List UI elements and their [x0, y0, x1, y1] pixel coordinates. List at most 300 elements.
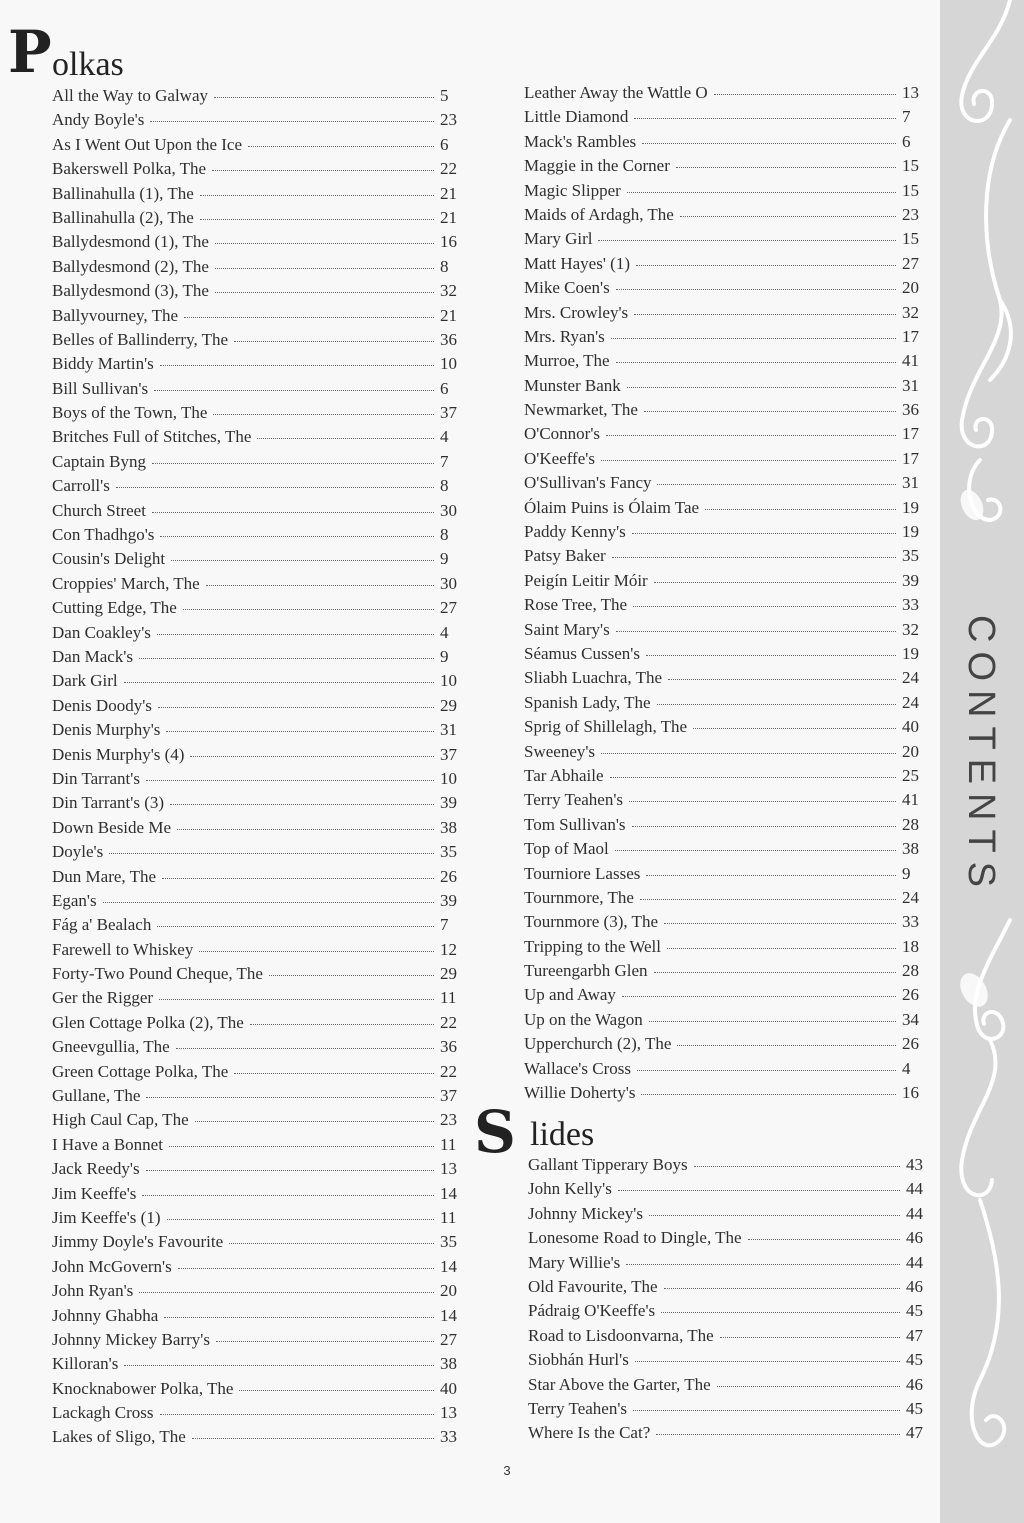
toc-entry[interactable]: [52, 720, 462, 744]
toc-entry-page: 27: [902, 253, 919, 273]
toc-entry-title: Dun Mare, The: [52, 866, 157, 886]
toc-entry[interactable]: [52, 1403, 462, 1427]
toc-entry[interactable]: [52, 671, 462, 695]
toc-entry[interactable]: [52, 1086, 462, 1110]
toc-entry-title: Dan Coakley's: [52, 622, 151, 642]
toc-entry-page: 18: [902, 936, 919, 956]
toc-entry-title: Paddy Kenny's: [524, 522, 626, 542]
toc-entry-page: 34: [902, 1009, 919, 1029]
dot-leader: [649, 1020, 896, 1022]
toc-entry[interactable]: [524, 278, 924, 302]
toc-entry-title: Carroll's: [52, 476, 110, 496]
dot-leader: [150, 120, 434, 122]
toc-entry-page: 38: [902, 839, 919, 859]
dot-leader: [166, 730, 434, 732]
toc-entry-page: 26: [902, 1034, 919, 1054]
toc-entry[interactable]: [52, 964, 462, 988]
toc-entry-title: Where Is the Cat?: [528, 1423, 651, 1443]
toc-entry[interactable]: [528, 1375, 928, 1399]
dot-leader: [632, 532, 896, 534]
toc-entry-title: Green Cottage Polka, The: [52, 1061, 229, 1081]
dot-leader: [250, 1023, 434, 1025]
toc-entry-page: 19: [902, 643, 919, 663]
dot-leader: [157, 633, 434, 635]
dot-leader: [601, 752, 896, 754]
dot-leader: [646, 874, 896, 876]
dot-leader: [654, 581, 896, 583]
toc-entry[interactable]: [524, 449, 924, 473]
toc-entry[interactable]: [52, 1281, 462, 1305]
toc-entry-page: 12: [440, 939, 457, 959]
toc-entry-page: 31: [902, 375, 919, 395]
toc-entry-page: 17: [902, 448, 919, 468]
toc-entry[interactable]: [52, 208, 462, 232]
toc-entry[interactable]: [524, 742, 924, 766]
toc-entry-title: Bakerswell Polka, The: [52, 159, 207, 179]
toc-entry-page: 11: [440, 988, 457, 1008]
dot-leader: [234, 1072, 434, 1074]
toc-entry-title: Dark Girl: [52, 671, 118, 691]
toc-entry-page: 21: [440, 183, 457, 203]
toc-entry-page: 22: [440, 159, 457, 179]
toc-entry-page: 32: [902, 619, 919, 639]
toc-entry-page: 36: [902, 400, 919, 420]
toc-entry[interactable]: [524, 595, 924, 619]
toc-entry-page: 38: [440, 817, 457, 837]
toc-entry[interactable]: [52, 354, 462, 378]
toc-entry[interactable]: [52, 1257, 462, 1281]
toc-entry[interactable]: [52, 696, 462, 720]
dot-leader: [657, 483, 896, 485]
toc-entry[interactable]: [528, 1326, 928, 1350]
toc-entry[interactable]: [52, 110, 462, 134]
dot-leader: [626, 1263, 900, 1265]
toc-entry[interactable]: [52, 988, 462, 1012]
toc-entry[interactable]: [528, 1423, 928, 1447]
slides-heading-text: lides: [530, 1116, 595, 1153]
toc-entry-title: Glen Cottage Polka (2), The: [52, 1012, 244, 1032]
polkas-drop-cap: P: [8, 18, 52, 86]
toc-entry-page: 20: [440, 1281, 457, 1301]
toc-entry[interactable]: [52, 745, 462, 769]
toc-entry[interactable]: [52, 1306, 462, 1330]
toc-entry[interactable]: [524, 1034, 924, 1058]
dot-leader: [616, 288, 896, 290]
toc-entry[interactable]: [52, 891, 462, 915]
toc-entry[interactable]: [52, 842, 462, 866]
toc-entry-page: 6: [902, 131, 911, 151]
toc-entry[interactable]: [52, 86, 462, 110]
toc-entry-title: Top of Maol: [524, 839, 609, 859]
dot-leader: [146, 779, 434, 781]
toc-entry[interactable]: [524, 668, 924, 692]
toc-entry[interactable]: [528, 1155, 928, 1179]
toc-entry-page: 10: [440, 768, 457, 788]
dot-leader: [632, 825, 896, 827]
toc-entry[interactable]: [52, 1330, 462, 1354]
dot-leader: [169, 1145, 434, 1147]
toc-entry-page: 10: [440, 354, 457, 374]
toc-entry-title: Pádraig O'Keeffe's: [528, 1301, 656, 1321]
toc-entry-title: Farewell to Whiskey: [52, 939, 194, 959]
toc-entry-title: Terry Teahen's: [524, 790, 624, 810]
dot-leader: [627, 386, 896, 388]
toc-entry-page: 10: [440, 671, 457, 691]
dot-leader: [215, 242, 434, 244]
toc-entry[interactable]: [52, 1110, 462, 1134]
toc-entry[interactable]: [52, 647, 462, 671]
toc-entry-page: 14: [440, 1183, 457, 1203]
toc-entry[interactable]: [524, 229, 924, 253]
dot-leader: [634, 117, 896, 119]
toc-entry[interactable]: [524, 693, 924, 717]
toc-entry[interactable]: [52, 501, 462, 525]
toc-entry[interactable]: [524, 1010, 924, 1034]
toc-entry-title: Ballyvourney, The: [52, 305, 179, 325]
toc-entry[interactable]: [52, 427, 462, 451]
toc-entry-title: Johnny Ghabha: [52, 1305, 159, 1325]
dot-leader: [195, 1120, 434, 1122]
toc-entry-page: 15: [902, 229, 919, 249]
dot-leader: [239, 1389, 434, 1391]
dot-leader: [633, 605, 896, 607]
dot-leader: [642, 142, 896, 144]
toc-entry[interactable]: [52, 403, 462, 427]
toc-entry[interactable]: [524, 815, 924, 839]
dot-leader: [142, 1194, 434, 1196]
toc-entry[interactable]: [524, 620, 924, 644]
toc-entry-page: 33: [902, 595, 919, 615]
toc-entry[interactable]: [52, 281, 462, 305]
toc-entry[interactable]: [524, 254, 924, 278]
toc-entry[interactable]: [524, 107, 924, 131]
dot-leader: [176, 1047, 434, 1049]
polkas-heading: [8, 18, 148, 92]
toc-entry[interactable]: [524, 1083, 924, 1107]
slides-list: [528, 1155, 928, 1448]
toc-entry[interactable]: [524, 424, 924, 448]
toc-entry-title: Tripping to the Well: [524, 936, 662, 956]
dot-leader: [667, 947, 896, 949]
slides-drop-cap: S: [474, 1098, 516, 1166]
toc-entry-page: 19: [902, 522, 919, 542]
toc-entry-title: High Caul Cap, The: [52, 1110, 189, 1130]
dot-leader: [606, 434, 896, 436]
toc-entry-title: Lakes of Sligo, The: [52, 1427, 186, 1447]
dot-leader: [164, 1316, 434, 1318]
dot-leader: [183, 608, 434, 610]
toc-entry-title: Matt Hayes' (1): [524, 253, 630, 273]
toc-entry[interactable]: [52, 1013, 462, 1037]
toc-entry-title: Jack Reedy's: [52, 1159, 140, 1179]
toc-entry-page: 43: [906, 1155, 923, 1174]
toc-entry-page: 7: [440, 915, 449, 935]
toc-entry-title: Dan Mack's: [52, 646, 133, 666]
toc-entry-title: Egan's: [52, 890, 97, 910]
toc-entry[interactable]: [52, 1232, 462, 1256]
dot-leader: [627, 191, 896, 193]
toc-entry-title: Tom Sullivan's: [524, 814, 626, 834]
toc-entry-page: 27: [440, 598, 457, 618]
toc-entry-page: 47: [906, 1325, 923, 1345]
toc-entry[interactable]: [528, 1228, 928, 1252]
toc-entry-page: 39: [440, 793, 457, 813]
toc-entry[interactable]: [524, 961, 924, 985]
dot-leader: [657, 703, 896, 705]
toc-entry-page: 46: [906, 1276, 923, 1296]
toc-entry-title: All the Way to Galway: [52, 86, 209, 105]
toc-entry[interactable]: [524, 376, 924, 400]
toc-entry[interactable]: [524, 473, 924, 497]
toc-entry-page: 20: [902, 278, 919, 298]
toc-entry-page: 45: [906, 1350, 923, 1370]
toc-entry[interactable]: [524, 132, 924, 156]
toc-entry-page: 37: [440, 1086, 457, 1106]
toc-entry-page: 26: [902, 985, 919, 1005]
toc-entry-title: Gallant Tipperary Boys: [528, 1155, 688, 1174]
toc-entry-title: Spanish Lady, The: [524, 692, 651, 712]
polkas-heading-text: olkas: [52, 46, 124, 83]
toc-entry[interactable]: [52, 232, 462, 256]
toc-entry[interactable]: [52, 623, 462, 647]
toc-entry[interactable]: [528, 1399, 928, 1423]
toc-entry[interactable]: [524, 839, 924, 863]
dot-leader: [612, 556, 896, 558]
toc-entry-title: Mack's Rambles: [524, 131, 637, 151]
dot-leader: [646, 654, 896, 656]
toc-entry[interactable]: [524, 83, 924, 107]
toc-entry[interactable]: [524, 912, 924, 936]
toc-entry-title: Leather Away the Wattle O: [524, 83, 708, 102]
toc-entry[interactable]: [524, 546, 924, 570]
toc-entry[interactable]: [524, 205, 924, 229]
toc-entry[interactable]: [52, 159, 462, 183]
toc-entry-page: 31: [440, 720, 457, 740]
toc-entry[interactable]: [528, 1301, 928, 1325]
dot-leader: [167, 1218, 435, 1220]
dot-leader: [152, 462, 434, 464]
toc-entry-title: Forty-Two Pound Cheque, The: [52, 964, 263, 984]
dot-leader: [109, 852, 434, 854]
toc-entry[interactable]: [528, 1277, 928, 1301]
toc-entry[interactable]: [52, 1379, 462, 1403]
toc-entry[interactable]: [52, 1427, 462, 1451]
toc-entry-page: 13: [440, 1403, 457, 1423]
toc-entry[interactable]: [52, 306, 462, 330]
dot-leader: [676, 166, 896, 168]
dot-leader: [664, 922, 896, 924]
toc-entry[interactable]: [528, 1253, 928, 1277]
toc-entry[interactable]: [52, 1062, 462, 1086]
dot-leader: [705, 508, 896, 510]
toc-entry-title: Magic Slipper: [524, 180, 621, 200]
toc-entry-page: 16: [440, 232, 457, 252]
toc-entry[interactable]: [52, 476, 462, 500]
toc-entry[interactable]: [528, 1179, 928, 1203]
toc-entry-page: 8: [440, 525, 449, 545]
toc-entry[interactable]: [524, 571, 924, 595]
toc-entry-page: 4: [440, 427, 449, 447]
toc-entry-page: 6: [440, 134, 449, 154]
toc-entry[interactable]: [524, 644, 924, 668]
toc-entry[interactable]: [528, 1350, 928, 1374]
toc-entry-title: As I Went Out Upon the Ice: [52, 134, 242, 154]
toc-entry-page: 9: [440, 549, 449, 569]
dot-leader: [192, 1437, 434, 1439]
toc-entry-page: 23: [440, 1110, 457, 1130]
toc-entry-title: Cousin's Delight: [52, 549, 166, 569]
toc-entry[interactable]: [524, 400, 924, 424]
toc-entry-title: Sliabh Luachra, The: [524, 668, 663, 688]
dot-leader: [656, 1433, 900, 1435]
toc-entry[interactable]: [52, 1037, 462, 1061]
toc-entry[interactable]: [52, 598, 462, 622]
toc-entry[interactable]: [52, 330, 462, 354]
dot-leader: [616, 630, 896, 632]
dot-leader: [146, 1169, 434, 1171]
toc-entry-page: 29: [440, 964, 457, 984]
dot-leader: [661, 1311, 900, 1313]
toc-entry[interactable]: [524, 864, 924, 888]
dot-leader: [177, 828, 434, 830]
toc-entry-page: 41: [902, 790, 919, 810]
toc-entry-page: 25: [902, 765, 919, 785]
dot-leader: [634, 313, 896, 315]
toc-entry-page: 16: [902, 1083, 919, 1103]
dot-leader: [214, 96, 434, 98]
toc-entry-page: 45: [906, 1398, 923, 1418]
dot-leader: [154, 389, 434, 391]
dot-leader: [622, 995, 896, 997]
toc-entry-title: Ballinahulla (1), The: [52, 183, 194, 203]
toc-entry-page: 7: [440, 451, 449, 471]
toc-entry-title: Sprig of Shillelagh, The: [524, 717, 688, 737]
toc-entry[interactable]: [524, 937, 924, 961]
toc-entry[interactable]: [524, 181, 924, 205]
toc-entry-page: 24: [902, 668, 919, 688]
toc-entry-page: 23: [902, 204, 919, 224]
toc-entry[interactable]: [528, 1204, 928, 1228]
toc-entry-title: I Have a Bonnet: [52, 1134, 163, 1154]
toc-entry[interactable]: [524, 985, 924, 1009]
toc-entry[interactable]: [524, 156, 924, 180]
toc-entry[interactable]: [52, 184, 462, 208]
dot-leader: [598, 239, 896, 241]
toc-entry-title: Ballinahulla (2), The: [52, 207, 194, 227]
toc-entry-title: Murroe, The: [524, 351, 610, 371]
dot-leader: [158, 706, 434, 708]
toc-entry[interactable]: [524, 327, 924, 351]
toc-entry-page: 46: [906, 1374, 923, 1394]
toc-entry[interactable]: [52, 452, 462, 476]
toc-entry-title: Andy Boyle's: [52, 110, 145, 130]
dot-leader: [199, 950, 434, 952]
toc-entry[interactable]: [52, 574, 462, 598]
toc-entry-page: 45: [906, 1301, 923, 1321]
dot-leader: [636, 264, 896, 266]
toc-entry[interactable]: [52, 1354, 462, 1378]
toc-entry[interactable]: [524, 351, 924, 375]
dot-leader: [637, 1069, 896, 1071]
toc-entry[interactable]: [52, 549, 462, 573]
toc-entry-page: 46: [906, 1228, 923, 1248]
toc-entry-page: 28: [902, 961, 919, 981]
dot-leader: [248, 145, 434, 147]
toc-entry-title: Denis Murphy's (4): [52, 744, 185, 764]
toc-entry-title: Denis Murphy's: [52, 720, 161, 740]
dot-leader: [654, 971, 896, 973]
toc-entry-page: 35: [440, 1232, 457, 1252]
page-number: 3: [503, 1463, 511, 1478]
toc-entry[interactable]: [52, 257, 462, 281]
toc-entry[interactable]: [52, 769, 462, 793]
dot-leader: [257, 437, 434, 439]
toc-entry-page: 27: [440, 1329, 457, 1349]
toc-entry[interactable]: [524, 303, 924, 327]
toc-entry[interactable]: [524, 498, 924, 522]
toc-entry-title: Rose Tree, The: [524, 595, 628, 615]
dot-leader: [160, 364, 434, 366]
dot-leader: [616, 361, 896, 363]
toc-entry[interactable]: [52, 867, 462, 891]
toc-entry-page: 9: [902, 863, 911, 883]
toc-entry-title: Wallace's Cross: [524, 1058, 631, 1078]
toc-entry-title: John Kelly's: [528, 1179, 612, 1199]
toc-entry[interactable]: [52, 793, 462, 817]
toc-entry[interactable]: [52, 1208, 462, 1232]
toc-entry-page: 6: [440, 378, 449, 398]
toc-entry[interactable]: [524, 790, 924, 814]
toc-entry[interactable]: [524, 766, 924, 790]
toc-entry[interactable]: [524, 717, 924, 741]
toc-entry-page: 11: [440, 1134, 457, 1154]
toc-entry[interactable]: [52, 135, 462, 159]
toc-entry-title: Star Above the Garter, The: [528, 1374, 711, 1394]
dot-leader: [601, 459, 896, 461]
toc-entry[interactable]: [52, 818, 462, 842]
toc-entry[interactable]: [524, 888, 924, 912]
toc-entry[interactable]: [52, 1135, 462, 1159]
toc-entry-title: Upperchurch (2), The: [524, 1034, 672, 1054]
toc-entry-title: O'Sullivan's Fancy: [524, 473, 652, 493]
toc-entry[interactable]: [52, 1184, 462, 1208]
dot-leader: [641, 1093, 896, 1095]
dot-leader: [206, 584, 434, 586]
toc-entry-title: Maids of Ardagh, The: [524, 204, 674, 224]
toc-entry-page: 21: [440, 207, 457, 227]
toc-entry-title: Gullane, The: [52, 1086, 141, 1106]
toc-entry-title: Terry Teahen's: [528, 1398, 628, 1418]
dot-leader: [694, 1165, 900, 1167]
toc-entry-page: 44: [906, 1179, 923, 1199]
toc-entry-page: 29: [440, 695, 457, 715]
toc-entry[interactable]: [52, 915, 462, 939]
toc-entry-page: 47: [906, 1423, 923, 1443]
toc-entry-page: 44: [906, 1252, 923, 1272]
toc-entry-page: 40: [440, 1378, 457, 1398]
toc-entry-page: 17: [902, 326, 919, 346]
toc-entry[interactable]: [52, 940, 462, 964]
toc-entry-page: 32: [440, 281, 457, 301]
toc-entry-title: Johnny Mickey's: [528, 1203, 643, 1223]
toc-entry[interactable]: [524, 1059, 924, 1083]
toc-entry[interactable]: [52, 1159, 462, 1183]
toc-entry[interactable]: [52, 379, 462, 403]
toc-entry[interactable]: [52, 525, 462, 549]
toc-entry-page: 20: [902, 741, 919, 761]
toc-entry[interactable]: [524, 522, 924, 546]
toc-entry-title: Belles of Ballinderry, The: [52, 329, 229, 349]
